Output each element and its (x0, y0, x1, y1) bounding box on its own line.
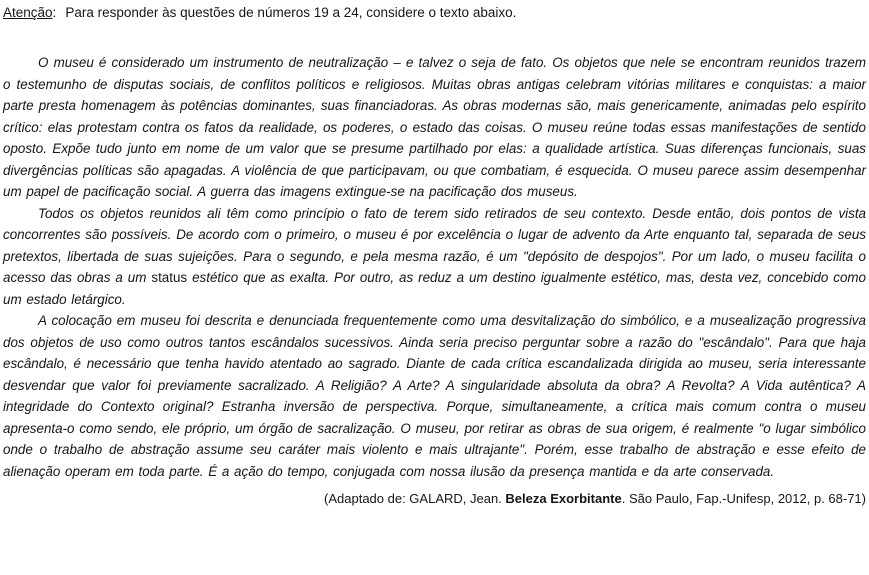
citation-suffix: . São Paulo, Fap.-Unifesp, 2012, p. 68-71) (621, 491, 866, 506)
citation-prefix: (Adaptado de: GALARD, Jean. (324, 491, 506, 506)
paragraph (3, 52, 866, 203)
paragraph-text: estético que as exalta. Por outro, as reduz a um destino igualmente estético, mas, desta vez, concebido como um estado letárgico. (3, 270, 866, 307)
citation (3, 491, 866, 507)
attention-text: Para responder às questões de números 19 a 24, considere o texto abaixo. (65, 5, 517, 20)
attention-header (3, 4, 866, 21)
attention-label: Atenção (3, 5, 53, 20)
paragraph-text: O museu é considerado um instrumento de neutralização – e talvez o seja de fato. Os objetos que nele se encontram reunidos trazem o testemunho de disputas sociais, de conflitos políticos e religiosos. Muitas obras antigas celebram vitórias militares e conquistas: a maior parte presta homenagem às potências dominantes, suas financiadoras. As obras modernas são, mais genericamente, animadas pelo espírito crítico: elas protestam contra os fatos da realidade, os poderes, o estado das coisas. O museu reúne todas essas manifestações de sentido oposto. Expõe tudo junto em nome de um valor que se presume partilhado por elas: a qualidade artística. Suas diferenças funcionais, suas divergências políticas são apagadas. A violência de que participavam, ou que combatiam, é esquecida. O museu parece assim desempenhar um papel de pacificação social. A guerra das imagens extingue-se na pacificação dos museus. (3, 55, 866, 199)
paragraph-text: Todos os objetos reunidos ali têm como princípio o fato de terem sido retirados de seu contexto. Desde então, dois pontos de vista concorrentes são possíveis. De acordo com o primeiro, o museu é por excelência o lugar de advento da Arte enquanto tal, separada de seus pretextos, libertada de suas sujeições. Para o segundo, e pela mesma razão, é um "depósito de despojos". Por um lado, o museu facilita o acesso das obras a um (3, 205, 866, 285)
citation-title: Beleza Exorbitante (505, 491, 622, 506)
roman-word: status (151, 270, 188, 285)
attention-colon: : (52, 5, 57, 20)
paragraph (3, 203, 866, 311)
paragraph (3, 310, 866, 482)
text-body (3, 52, 866, 482)
paragraph-text: A colocação em museu foi descrita e denunciada frequentemente como uma desvitalização do simbólico, e a musealização progressiva dos objetos de uso como outros tantos escândalos sucessivos. Ainda seria preciso perguntar sobre a razão do "escândalo". Para que haja escândalo, é necessário que tenha havido atentado ao sagrado. Diante de cada crítica escandalizada dirigida ao museu, seria interessante desvendar que valor foi previamente sacralizado. A Religião? A Arte? A singularidade absoluta da obra? A Revolta? A Vida autêntica? A integridade do Contexto original? Estranha inversão de perspectiva. Porque, simultaneamente, a crítica mais comum contra o museu apresenta-o como sendo, ele próprio, um órgão de sacralização. O museu, por retirar as obras de sua origem, é realmente "o lugar simbólico onde o trabalho de abstração assume seu caráter mais violento e mais ultrajante". Porém, esse trabalho de abstração e esse efeito de alienação operam em toda parte. É a ação do tempo, conjugada com nossa ilusão da presença mantida e da arte conservada. (3, 313, 866, 479)
